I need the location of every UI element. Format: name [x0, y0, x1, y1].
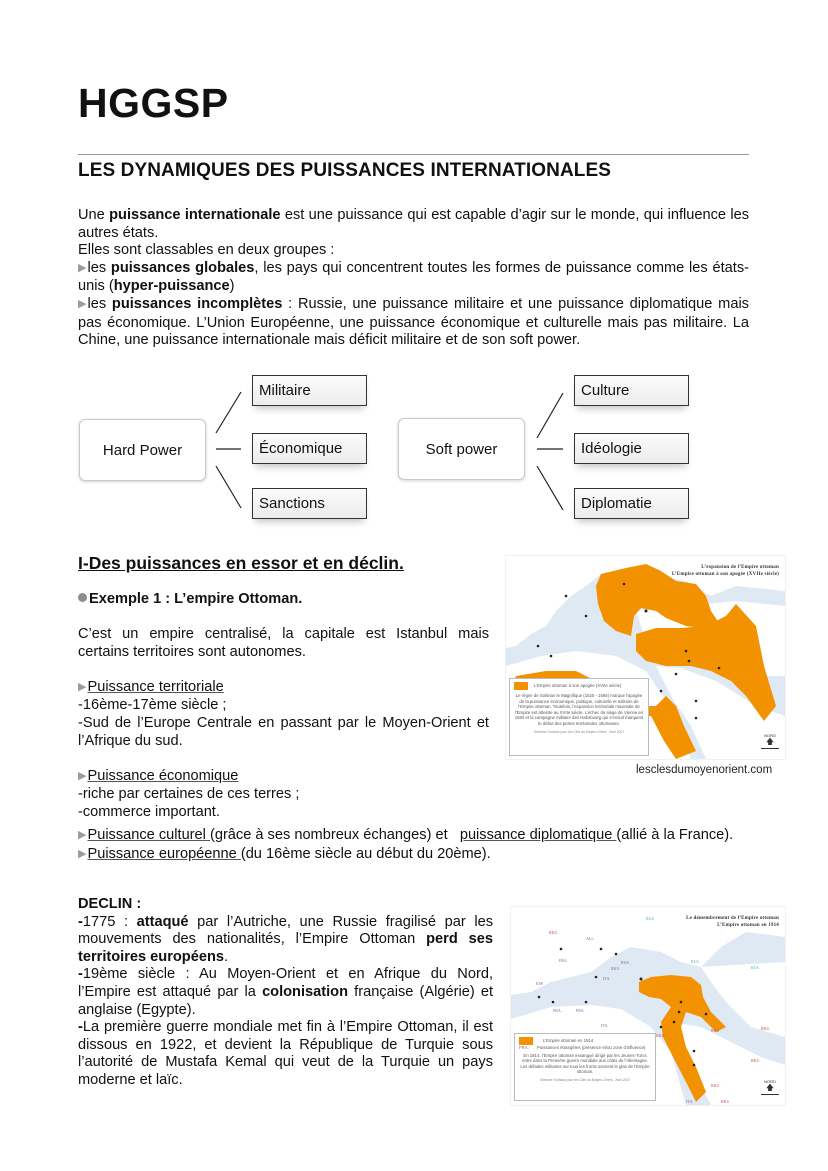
svg-text:RKU.: RKU. — [656, 1033, 666, 1038]
triangle-right-icon: ▶ — [78, 261, 87, 274]
svg-text:RKU.: RKU. — [751, 1058, 761, 1063]
leaf-culture: Culture — [574, 375, 689, 406]
territorial-power: ▶Puissance territoriale -16ème-17ème siècle ; -Sud de l’Europe Centrale en passant par le Moyen-Orient et l’Afrique du sud. — [78, 678, 489, 749]
decline-item-1775: -1775 : attaqué par l’Autriche, une Russie fragilisé par les mouvements des nationalités, l’Empire Ottoman perd ses territoires européens. — [78, 913, 493, 965]
decline-section — [78, 896, 493, 1090]
svg-text:RUS.: RUS. — [621, 960, 630, 965]
svg-text:RKU.: RKU. — [711, 1028, 721, 1033]
map-ottoman-1914 — [510, 906, 786, 1106]
map2-legend: L’Empire ottoman en 1914 FRA. Puissances étrangères (présence et/ou zone d’influence) En 1914, l’Empire ottoman essangué dirigé par les Jeunes-Turcs entre dans la Première guerre mondiale aux côtés de l’Allemagne. Les défaites militaires sur tous les fronts sonnent le glas de l’Empire ottoman. Onesme Hurtado pour les Clés du Moyen-Orient - Avril 2017 — [514, 1033, 656, 1101]
section-heading: I-Des puissances en essor et en déclin. — [78, 553, 404, 573]
leaf-sanctions: Sanctions — [252, 488, 367, 519]
connector-line — [537, 393, 563, 438]
leaf-diplomatie: Diplomatie — [574, 488, 689, 519]
svg-text:FRA.: FRA. — [576, 1008, 585, 1013]
svg-text:ITA.: ITA. — [686, 1099, 694, 1104]
triangle-right-icon: ▶ — [78, 829, 87, 841]
svg-text:ITA.: ITA. — [601, 1023, 609, 1028]
empire-swatch — [519, 1037, 533, 1045]
svg-text:ESP.: ESP. — [536, 981, 544, 986]
triangle-right-icon: ▶ — [78, 847, 87, 860]
decline-heading: DECLIN : — [78, 896, 142, 912]
intro-incomplete-powers: ▶les puissances incomplètes : Russie, une puissance militaire et une puissance diplomatique mais pas économique. L’Union Européenne, une puissance économique et culturelle mais pas militaire. La Chine, une puissance internationale mais déficit militaire et de son soft power. — [78, 295, 749, 349]
intro-global-powers: ▶les puissances globales, les pays qui concentrent toutes les formes de puissance comme les états-unis (hyper-puissance) — [78, 259, 749, 295]
intro-groups: Elles sont classables en deux groupes : — [78, 242, 335, 259]
map-source-credit: lesclesdumoyenorient.com — [636, 764, 773, 776]
document-title: HGGSP — [78, 80, 229, 126]
svg-text:RKU.: RKU. — [761, 1026, 771, 1031]
connector-line — [216, 392, 241, 433]
document-subtitle: LES DYNAMIQUES DES PUISSANCES INTERNATIONALES — [78, 160, 612, 181]
triangle-right-icon: ▶ — [78, 680, 87, 693]
hard-power-box: Hard Power — [79, 419, 206, 481]
map1-legend: L’Empire ottoman à son apogée (XVIIe siècle) Le règne de Soliman le Magnifique (1520 - 1566) marque l’apogée de la puissance économique, politique, culturelle et militaire de l’Empire ottoman. Toutefois, l’expansion territoriale maximale de l’Empire est atteinte au XVIIe siècle. L’échec du siège de Vienne en 1683 et la campagne militaire des Habsbourg qui s’ensuit marquent le début des pertes territoriales ottomanes. Onesme Hurtado pour les Clés du Moyen-Orient - Avril 2017 — [509, 678, 649, 756]
cultural-power: ▶Puissance culturel (grâce à ses nombreux échanges) et puissance diplomatique (allié à la France). — [78, 827, 734, 843]
svg-text:ITA.: ITA. — [603, 976, 611, 981]
soft-power-box: Soft power — [398, 418, 525, 480]
connector-line — [537, 466, 563, 510]
svg-text:FRA.: FRA. — [553, 1008, 562, 1013]
svg-text:FRA.: FRA. — [559, 958, 568, 963]
svg-text:RKU.: RKU. — [611, 966, 621, 971]
north-arrow-icon: NORD 🡅 — [761, 1079, 779, 1095]
svg-text:ALL.: ALL. — [586, 936, 595, 941]
triangle-right-icon: ▶ — [78, 769, 87, 782]
svg-text:RUS.: RUS. — [751, 965, 760, 970]
empire-swatch — [514, 682, 528, 690]
cultural-european-power — [78, 827, 749, 864]
decline-item-ww1: -La première guerre mondiale met fin à l’Empire Ottoman, il est dissous en 1922, et devient la République de Turquie sous l’autorité de Mustafa Kemal qui veut de la Turquie un pays moderne et laïc. — [78, 1019, 493, 1088]
decline-item-19th: -19ème siècle : Au Moyen-Orient et en Afrique du Nord, l’Empire est attaqué par la colonisation française (Algérie) et anglaise (Egypte). — [78, 966, 493, 1018]
connector-line — [216, 466, 241, 508]
north-arrow-icon: NORD 🡅 — [761, 733, 779, 749]
leaf-economique: Économique — [252, 433, 367, 464]
term-puissance-internationale: puissance internationale — [109, 207, 281, 223]
intro-definition: Une puissance internationale est une puissance qui est capable d’agir sur le monde, qui influence les autres états. — [78, 207, 749, 241]
ottoman-intro: C’est un empire centralisé, la capitale est Istanbul mais certains territoires sont autonomes. — [78, 626, 489, 660]
economic-power: ▶Puissance économique -riche par certaines de ces terres ; -commerce important. — [78, 767, 300, 820]
svg-text:RKU.: RKU. — [721, 1099, 731, 1104]
map-ottoman-apogee — [505, 555, 786, 760]
svg-text:RUS.: RUS. — [646, 916, 655, 921]
svg-text:RKU.: RKU. — [549, 930, 559, 935]
map1-title: L’expansion de l’Empire ottoman L’Empire ottoman à son apogée (XVIIe siècle) — [671, 565, 779, 577]
bullet-circle-icon — [78, 593, 87, 602]
svg-text:RUS.: RUS. — [691, 959, 700, 964]
ottoman-strengths — [78, 626, 489, 822]
triangle-right-icon: ▶ — [78, 297, 87, 310]
leaf-ideologie: Idéologie — [574, 433, 689, 464]
leaf-militaire: Militaire — [252, 375, 367, 406]
example-heading: Exemple 1 : L’empire Ottoman. — [78, 591, 302, 607]
map2-title: Le démembrement de l’Empire ottoman L’Empire ottoman en 1914 — [686, 916, 779, 928]
european-power: ▶Puissance européenne (du 16ème siècle au début du 20ème). — [78, 845, 491, 862]
svg-text:RKU.: RKU. — [711, 1083, 721, 1088]
